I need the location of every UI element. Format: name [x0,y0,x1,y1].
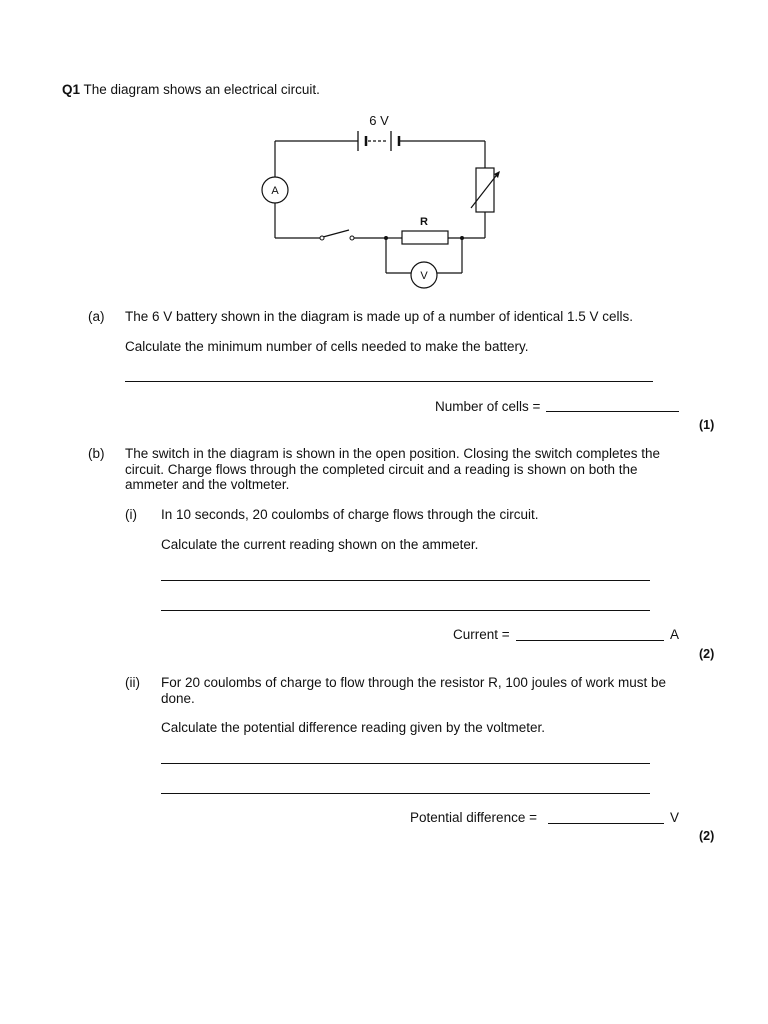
part-b-i-marks: (2) [699,647,715,661]
circuit-diagram [255,108,515,293]
part-b-ii-text: For 20 coulombs of charge to flow through the resistor R, 100 joules of work must be done. [161,675,666,706]
part-b-i-text: In 10 seconds, 20 coulombs of charge flows through the circuit. [161,507,539,522]
part-a-answer-prefix: Number of cells = [435,399,541,414]
part-b-i-answer-line[interactable] [516,640,664,641]
part-a-working-line[interactable] [125,381,653,382]
part-b-label: (b) [88,446,105,461]
part-b-ii-label: (ii) [125,675,140,690]
part-a-answer-line[interactable] [546,411,679,412]
part-b-i-answer-prefix: Current = [453,627,510,642]
part-b-i-instruction: Calculate the current reading shown on the ammeter. [161,537,479,552]
switch-contact-left [320,236,324,240]
junction-left [384,236,388,240]
resistor-box [402,231,448,244]
part-a-text: The 6 V battery shown in the diagram is made up of a number of identical 1.5 V cells. [125,309,634,324]
voltmeter-label: V [420,270,428,282]
part-b-ii-working-line-2[interactable] [161,793,650,794]
part-b-ii-instruction: Calculate the potential difference reading given by the voltmeter. [161,720,545,735]
part-b-i-working-line-2[interactable] [161,610,650,611]
part-a-instruction: Calculate the minimum number of cells needed to make the battery. [125,339,529,354]
part-a-marks: (1) [699,418,715,432]
battery-label: 6 V [369,113,389,128]
switch-blade [323,230,349,237]
question-intro: The diagram shows an electrical circuit. [83,82,320,97]
ammeter-label: A [271,185,279,197]
part-b-ii-marks: (2) [699,829,715,843]
variable-resistor-arrow-line [471,172,499,208]
resistor-label: R [420,216,428,228]
question-number: Q1 [62,82,81,97]
part-b-text: The switch in the diagram is shown in the open position. Closing the switch completes the circuit. Charge flows through the completed circuit and a reading is shown on both the ammeter and the voltmeter. [125,446,661,492]
junction-right [460,236,464,240]
part-b-i-unit: A [670,627,680,642]
question-header [62,82,320,97]
part-b-ii-working-line-1[interactable] [161,763,650,764]
part-a-label: (a) [88,309,105,324]
part-b-i-label: (i) [125,507,137,522]
part-b-ii-unit: V [670,810,680,825]
part-b-i-working-line-1[interactable] [161,580,650,581]
part-b-ii-answer-prefix: Potential difference = [410,810,537,825]
switch-contact-right [350,236,354,240]
part-b-ii-answer-line[interactable] [548,823,664,824]
